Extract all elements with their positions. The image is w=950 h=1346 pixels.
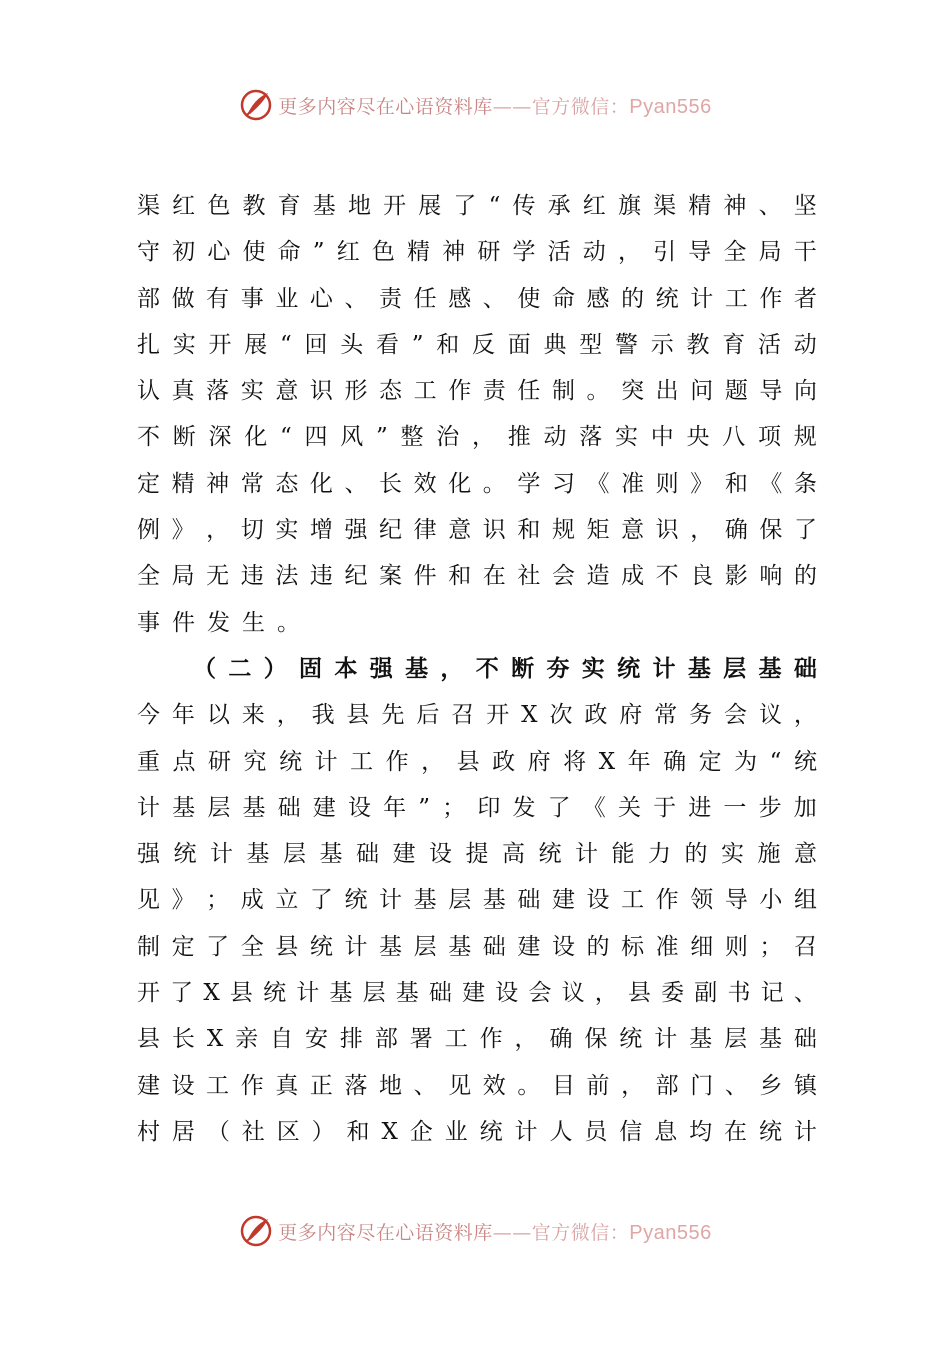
text-line: 县 长 X 亲 自 安 排 部 署 工 作 ， 确 保 统 计 基 层 基 础: [137, 1026, 817, 1053]
text-line: 不 断 深 化 “ 四 风 ” 整 治 ， 推 动 落 实 中 央 八 项 规: [137, 424, 817, 451]
watermark-text: [278, 1218, 712, 1245]
text-line: 今 年 以 来 ， 我 县 先 后 召 开 X 次 政 府 常 务 会 议 ，: [137, 702, 817, 729]
watermark-wechat-id: Pyan556: [629, 95, 712, 118]
watermark-label: 官方微信：: [531, 1221, 630, 1244]
text-line: 部 做 有 事 业 心 、 责 任 感 、 使 命 感 的 统 计 工 作 者: [137, 285, 817, 312]
watermark-text: [278, 92, 712, 119]
text-line: 开 了 X 县 统 计 基 层 基 础 建 设 会 议 ， 县 委 副 书 记 、: [137, 980, 817, 1007]
watermark-separator: ——: [492, 1221, 532, 1244]
bottom-watermark-banner: [0, 1206, 950, 1256]
watermark-separator: ——: [492, 95, 532, 118]
watermark-brand: 更多内容尽在心语资料库: [278, 95, 493, 118]
text-line: 例 》 ， 切 实 增 强 纪 律 意 识 和 规 矩 意 识 ， 确 保 了: [137, 517, 817, 544]
watermark-brand: 更多内容尽在心语资料库: [278, 1221, 493, 1244]
section-heading: （ 二 ） 固 本 强 基 ， 不 断 夯 实 统 计 基 层 基 础: [193, 654, 817, 682]
top-watermark-banner: [0, 80, 950, 130]
quill-pen-logo-icon: [238, 1213, 274, 1249]
text-line: 制 定 了 全 县 统 计 基 层 基 础 建 设 的 标 准 细 则 ； 召: [137, 933, 817, 960]
text-line: 守 初 心 使 命 ” 红 色 精 神 研 学 活 动 ， 引 导 全 局 干: [137, 239, 817, 266]
text-line: 定 精 神 常 态 化 、 长 效 化 。 学 习 《 准 则 》 和 《 条: [137, 470, 817, 497]
text-line: 事件发生。: [137, 609, 312, 636]
text-line: 建 设 工 作 真 正 落 地 、 见 效 。 目 前 ， 部 门 、 乡 镇: [137, 1072, 817, 1099]
text-line: 重 点 研 究 统 计 工 作 ， 县 政 府 将 X 年 确 定 为 “ 统: [137, 748, 817, 775]
text-line: 渠 红 色 教 育 基 地 开 展 了 “ 传 承 红 旗 渠 精 神 、 坚: [137, 193, 817, 219]
text-line: 强 统 计 基 层 基 础 建 设 提 高 统 计 能 力 的 实 施 意: [137, 841, 817, 868]
text-line: 见 》 ； 成 立 了 统 计 基 层 基 础 建 设 工 作 领 导 小 组: [137, 887, 817, 914]
text-line: 扎 实 开 展 “ 回 头 看 ” 和 反 面 典 型 警 示 教 育 活 动: [137, 331, 817, 358]
watermark-label: 官方微信：: [531, 95, 630, 118]
document-body: [137, 183, 817, 1155]
text-line: 认 真 落 实 意 识 形 态 工 作 责 任 制 。 突 出 问 题 导 向: [137, 378, 817, 405]
text-line: 全 局 无 违 法 违 纪 案 件 和 在 社 会 造 成 不 良 影 响 的: [137, 563, 817, 590]
watermark-wechat-id: Pyan556: [629, 1221, 712, 1244]
quill-pen-logo-icon: [238, 87, 274, 123]
text-line: 计 基 层 基 础 建 设 年 ” ； 印 发 了 《 关 于 进 一 步 加: [137, 794, 817, 821]
text-line: 村 居 （ 社 区 ） 和 X 企 业 统 计 人 员 信 息 均 在 统 计: [137, 1118, 817, 1145]
